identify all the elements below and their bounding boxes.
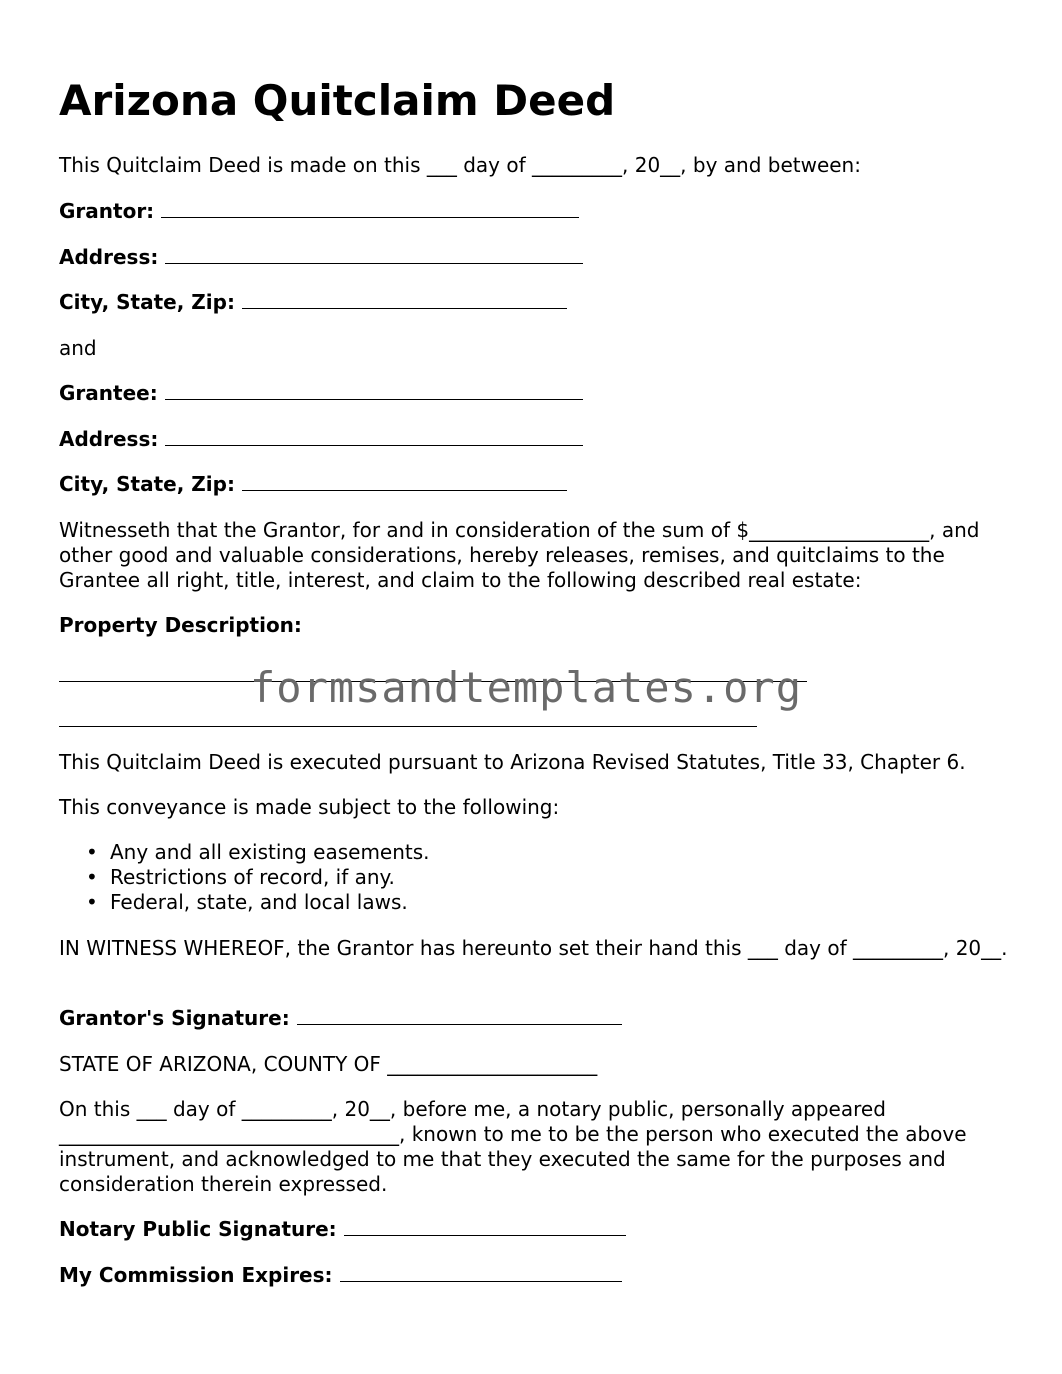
- notary-signature-label: Notary Public Signature:: [59, 1217, 337, 1241]
- grantor-address-field[interactable]: [165, 245, 583, 264]
- bullet-icon: •: [86, 840, 98, 864]
- notary-paragraph-start: On this ___ day of _________, 20__, before me, a notary public, personally appeared: [59, 1097, 886, 1121]
- subject-intro-text: This conveyance is made subject to the following:: [59, 795, 560, 819]
- grantee-address-line: [59, 427, 583, 452]
- statute-text: This Quitclaim Deed is executed pursuant to Arizona Revised Statutes, Title 33, Chapter 6.: [59, 750, 966, 774]
- notary-paragraph-rest: __________________________________, known to me to be the person who executed the above instrument, and acknowledged to me that they executed the same for the purposes and consideration therein expressed.: [59, 1122, 967, 1196]
- grantee-address-label: Address:: [59, 427, 159, 451]
- commission-expires-line: [59, 1263, 622, 1288]
- state-county-line: STATE OF ARIZONA, COUNTY OF _____________________: [59, 1052, 598, 1076]
- grantor-city-label: City, State, Zip:: [59, 290, 235, 314]
- grantor-name-field[interactable]: [161, 199, 579, 218]
- grantee-label: Grantee:: [59, 381, 158, 405]
- grantor-signature-field[interactable]: [297, 1006, 622, 1025]
- conditions-list: [59, 840, 430, 915]
- grantee-address-field[interactable]: [165, 427, 583, 446]
- grantor-city-line: [59, 290, 567, 315]
- watermark-text: formsandtemplates.org: [250, 663, 803, 712]
- grantee-city-line: [59, 472, 567, 497]
- grantor-city-field[interactable]: [242, 290, 567, 309]
- grantee-city-field[interactable]: [242, 472, 567, 491]
- grantee-city-label: City, State, Zip:: [59, 472, 235, 496]
- witnesseth-paragraph: Witnesseth that the Grantor, for and in consideration of the sum of $__________________, and other good and valuable considerations, hereby releases, remises, and quitclaims to the Grantee all right, title, interest, and claim to the following described real estate:: [59, 518, 980, 592]
- grantor-signature-label: Grantor's Signature:: [59, 1006, 290, 1030]
- list-item: • Federal, state, and local laws.: [86, 890, 408, 914]
- witness-whereof-paragraph: IN WITNESS WHEREOF, the Grantor has hereunto set their hand this ___ day of _________, 20__.: [59, 936, 1008, 960]
- commission-expires-label: My Commission Expires:: [59, 1263, 333, 1287]
- intro-text: This Quitclaim Deed is made on this ___ day of _________, 20__, by and between:: [59, 153, 861, 177]
- list-item: • Any and all existing easements.: [86, 840, 430, 864]
- notary-signature-field[interactable]: [344, 1217, 626, 1236]
- grantor-signature-line: [59, 1006, 622, 1031]
- document-title: Arizona Quitclaim Deed: [59, 76, 616, 125]
- notary-signature-line: [59, 1217, 626, 1242]
- commission-expires-field[interactable]: [340, 1263, 622, 1282]
- bullet-icon: •: [86, 865, 98, 889]
- grantor-address-label: Address:: [59, 245, 159, 269]
- grantor-line: [59, 199, 579, 224]
- grantee-name-field[interactable]: [165, 381, 583, 400]
- grantor-label: Grantor:: [59, 199, 155, 223]
- list-item: • Restrictions of record, if any.: [86, 865, 395, 889]
- bullet-icon: •: [86, 890, 98, 914]
- property-description-label: Property Description:: [59, 613, 302, 637]
- property-description-line-2[interactable]: [59, 726, 757, 727]
- and-text: and: [59, 336, 97, 360]
- grantee-line: [59, 381, 583, 406]
- grantor-address-line: [59, 245, 583, 270]
